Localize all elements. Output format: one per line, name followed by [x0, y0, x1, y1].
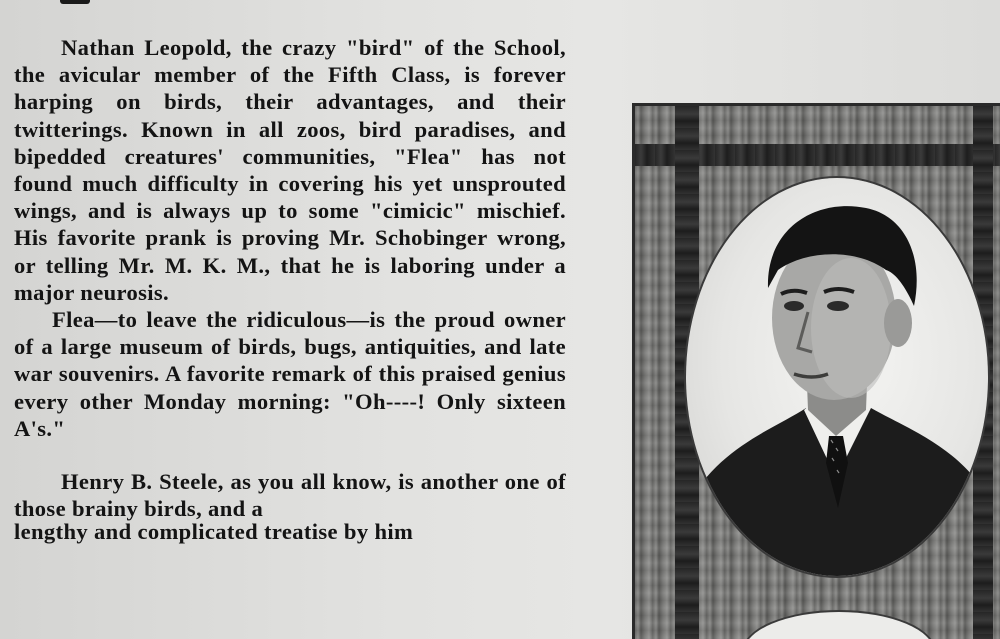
portrait-figure [686, 178, 988, 576]
paragraph-steele-body: as you all know, is another one of those brainy birds, and a [14, 469, 566, 522]
student-name-leopold: Nathan Leopold, [61, 35, 232, 60]
paragraph-steele-cut-line: lengthy and complicated treatise by him [14, 519, 414, 545]
paragraph-leopold-body: the crazy "bird" of the School, the avicular member of the Fifth Class, is forever harping on birds, their advantages, and their twitterings. Known in all zoos, bird paradises, and bipedded creatures' communities, "Flea" has not found much difficulty in covering his yet unsprouted wings, and is always up to some "cimicic" mischief. His favorite prank is proving Mr. Schobinger wrong, or telling Mr. M. K. M., that he is laboring under a major neurosis. [14, 35, 566, 305]
portrait-photo [686, 178, 988, 576]
paragraph-leopold [14, 34, 566, 306]
paragraph-flea: Flea—to leave the ridiculous—is the proud owner of a large museum of birds, bugs, antiquities, and late war souvenirs. A favorite remark of this praised genius every other Monday morning: "Oh----! Only sixteen A's." [14, 307, 566, 441]
student-name-steele: Henry B. Steele, [61, 469, 224, 495]
article-column [14, 34, 566, 550]
paragraph-steele [14, 468, 566, 522]
cut-off-letter [60, 0, 90, 4]
